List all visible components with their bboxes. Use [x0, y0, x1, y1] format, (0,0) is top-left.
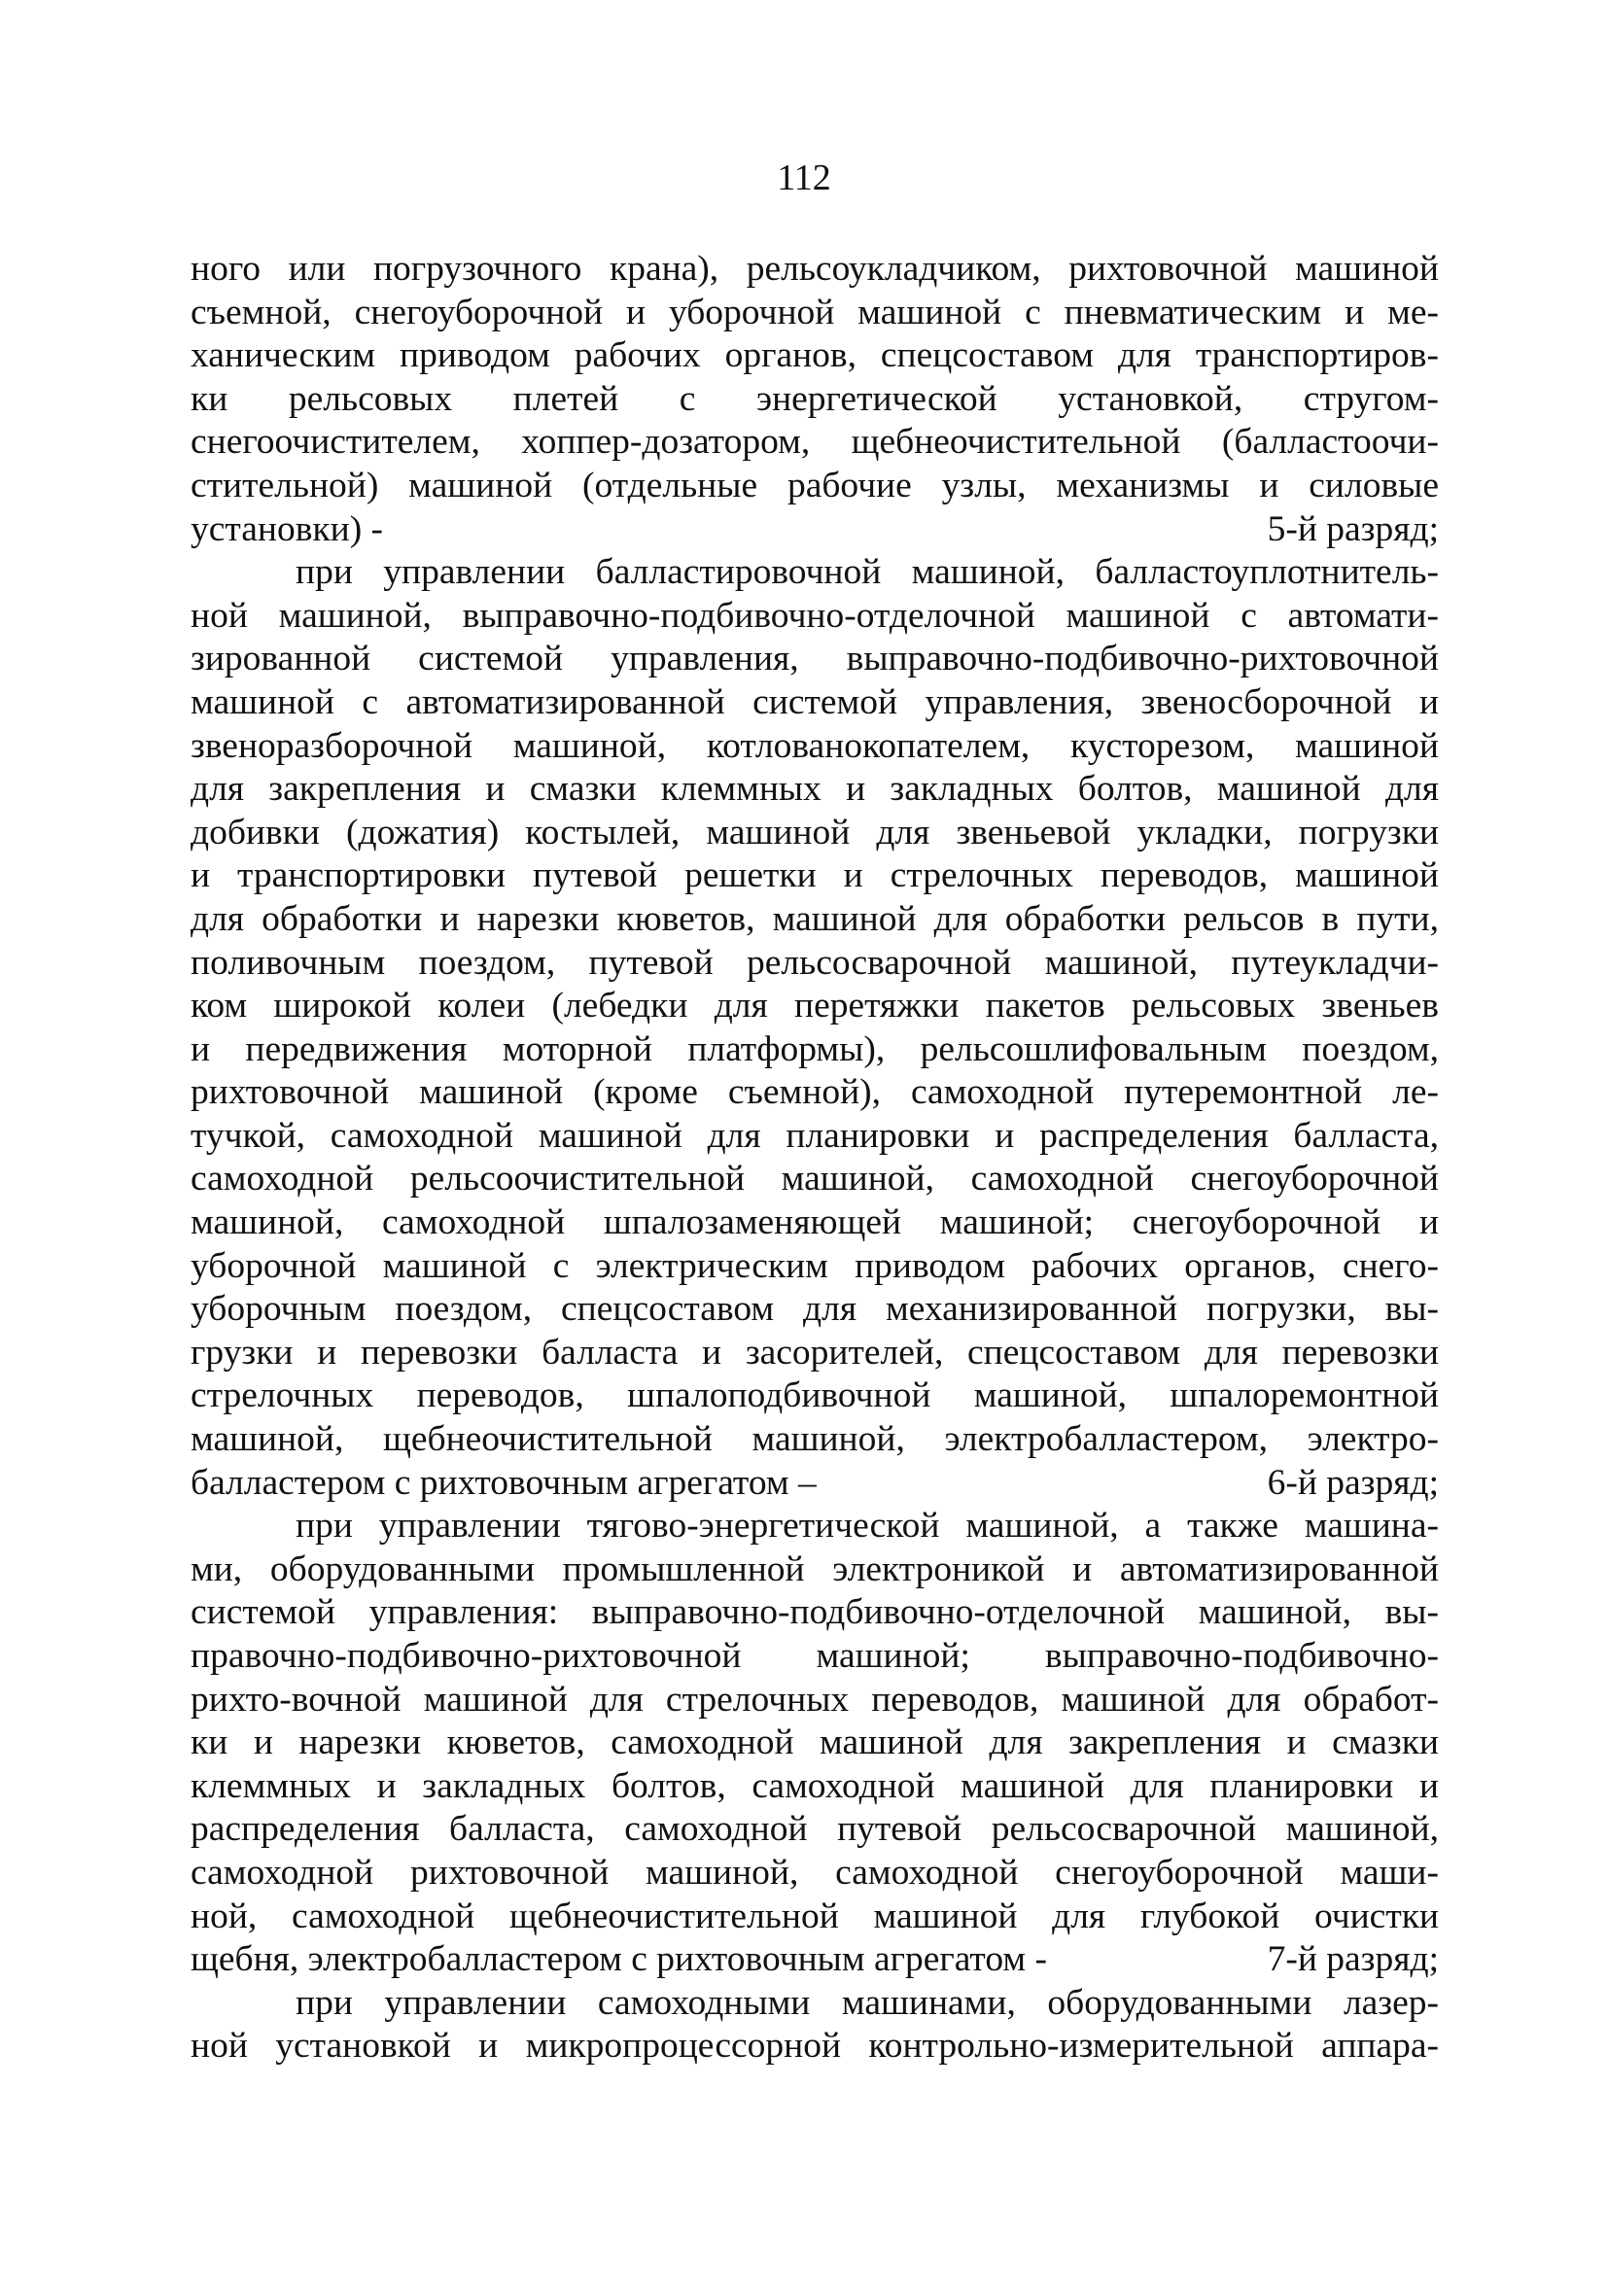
- text-line: ки и нарезки кюветов, самоходной машиной для закрепления и смазки: [191, 1722, 1439, 1763]
- text-line: машиной, щебнеочистительной машиной, электробалластером, электро-: [191, 1419, 1439, 1460]
- text-line: снегоочистителем, хоппер-дозатором, щебнеочистительной (балластоочи-: [191, 422, 1439, 463]
- line-text: щебня, электробалластером с рихтовочным агрегатом -: [191, 1939, 1047, 1980]
- text-line: уборочным поездом, спецсоставом для механизированной погрузки, вы-: [191, 1289, 1439, 1330]
- text-line: для закрепления и смазки клеммных и закладных болтов, машиной для: [191, 769, 1439, 810]
- text-line: ком широкой колеи (лебедки для перетяжки пакетов рельсовых звеньев: [191, 986, 1439, 1026]
- text-line: тучкой, самоходной машиной для планировки и распределения балласта,: [191, 1115, 1439, 1156]
- text-line: самоходной рихтовочной машиной, самоходной снегоуборочной маши-: [191, 1852, 1439, 1893]
- text-line-with-grade: [191, 1938, 1439, 1982]
- text-line: машиной, самоходной шпалозаменяющей машиной; снегоуборочной и: [191, 1202, 1439, 1243]
- text-line: рихто-вочной машиной для стрелочных переводов, машиной для обработ-: [191, 1679, 1439, 1720]
- line-text: установки) -: [191, 508, 384, 549]
- text-line: рихтовочной машиной (кроме съемной), самоходной путеремонтной ле-: [191, 1072, 1439, 1113]
- text-line: съемной, снегоуборочной и уборочной машиной с пневматическим и ме-: [191, 292, 1439, 332]
- text-line: уборочной машиной с электрическим приводом рабочих органов, снего-: [191, 1245, 1439, 1286]
- text-line: ного или погрузочного крана), рельсоукладчиком, рихтовочной машиной: [191, 249, 1439, 289]
- text-line: ки рельсовых плетей с энергетической установкой, стругом-: [191, 378, 1439, 419]
- text-line: правочно-подбивочно-рихтовочной машиной; выправочно-подбивочно-: [191, 1636, 1439, 1676]
- text-line-with-grade: [191, 1462, 1439, 1506]
- text-line: зированной системой управления, выправочно-подбивочно-рихтовочной: [191, 639, 1439, 679]
- text-line-with-grade: [191, 508, 1439, 552]
- text-line: добивки (дожатия) костылей, машиной для звеньевой укладки, погрузки: [191, 812, 1439, 852]
- page-number: 112: [777, 157, 831, 198]
- text-line: системой управления: выправочно-подбивочно-отделочной машиной, вы-: [191, 1592, 1439, 1633]
- text-line: при управлении тягово-энергетической машиной, а также машина-: [296, 1506, 1439, 1547]
- grade-label: 5-й разряд;: [1267, 508, 1439, 549]
- text-line: и транспортировки путевой решетки и стрелочных переводов, машиной: [191, 855, 1439, 896]
- body-text: [191, 248, 1439, 2069]
- text-line: машиной с автоматизированной системой управления, звеносборочной и: [191, 681, 1439, 722]
- text-line: ханическим приводом рабочих органов, спецсоставом для транспортиров-: [191, 335, 1439, 376]
- grade-label: 7-й разряд;: [1267, 1939, 1439, 1980]
- line-text: балластером с рихтовочным агрегатом –: [191, 1462, 817, 1503]
- text-line: ной установкой и микропроцессорной контрольно-измерительной аппара-: [191, 2026, 1439, 2067]
- grade-label: 6-й разряд;: [1267, 1462, 1439, 1503]
- text-line: клеммных и закладных болтов, самоходной машиной для планировки и: [191, 1765, 1439, 1806]
- text-line: для обработки и нарезки кюветов, машиной для обработки рельсов в пути,: [191, 898, 1439, 939]
- text-line: ной машиной, выправочно-подбивочно-отделочной машиной с автомати-: [191, 595, 1439, 636]
- text-line: звеноразборочной машиной, котлованокопателем, кусторезом, машиной: [191, 725, 1439, 766]
- text-line: поливочным поездом, путевой рельсосварочной машиной, путеукладчи-: [191, 942, 1439, 983]
- text-line: при управлении балластировочной машиной, балластоуплотнитель-: [296, 552, 1439, 593]
- text-line: грузки и перевозки балласта и засорителей, спецсоставом для перевозки: [191, 1332, 1439, 1373]
- text-line: ной, самоходной щебнеочистительной машиной для глубокой очистки: [191, 1896, 1439, 1936]
- text-line: и передвижения моторной платформы), рельсошлифовальным поездом,: [191, 1028, 1439, 1069]
- text-line: ми, оборудованными промышленной электроникой и автоматизированной: [191, 1548, 1439, 1589]
- text-line: стрелочных переводов, шпалоподбивочной машиной, шпалоремонтной: [191, 1375, 1439, 1416]
- text-line: распределения балласта, самоходной путевой рельсосварочной машиной,: [191, 1809, 1439, 1850]
- text-line: при управлении самоходными машинами, оборудованными лазер-: [296, 1982, 1439, 2023]
- text-line: стительной) машиной (отдельные рабочие узлы, механизмы и силовые: [191, 465, 1439, 505]
- text-line: самоходной рельсоочистительной машиной, самоходной снегоуборочной: [191, 1159, 1439, 1200]
